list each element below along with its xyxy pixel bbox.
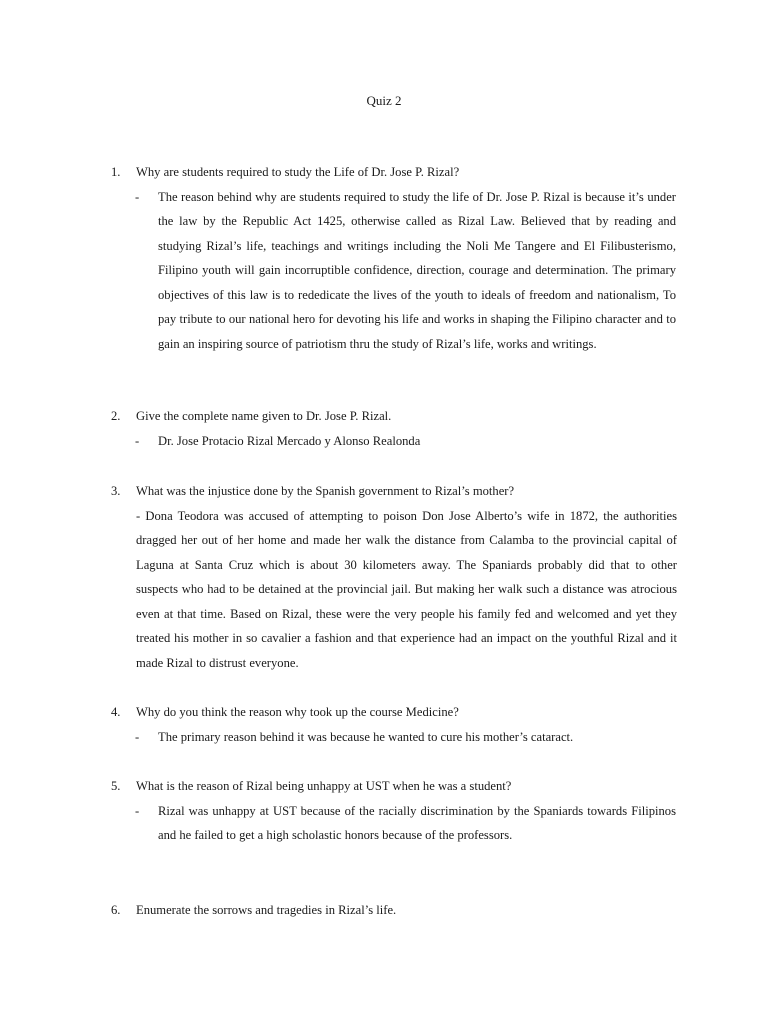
answer-text: - Dona Teodora was accused of attempting to poison Don Jose Alberto’s wife in 1872, the authorities dragged her out of her home and made her walk the distance from Calamba to the provincial capital of Laguna at Santa Cruz which is about 30 kilometers away. The Spaniards probably did that to other suspects who had to be detained at the provincial jail. But making her walk such a distance was atrocious even at that time. Based on Rizal, these were the very people his family fed and welcomed and yet they treated his mother in so cavalier a fashion and that experience had an impact on the youthful Rizal and it made Rizal to distrust everyone. [136, 508, 677, 670]
question-item [111, 404, 681, 453]
question-item [111, 479, 681, 675]
answer-dash: - [135, 803, 140, 818]
question-number: 6. [111, 903, 121, 917]
answer-text: The reason behind why are students required to study the life of Dr. Jose P. Rizal is because it’s under the law by the Republic Act 1425, otherwise called as Rizal Law. Believed that by reading and studying Rizal’s life, teachings and writings including the Noli Me Tangere and El Filibusterismo, Filipino youth will gain incorruptible confidence, direction, courage and determination. The primary objectives of this law is to rededicate the lives of the youth to ideals of freedom and nationalism, To pay tribute to our national hero for devoting his life and works in shaping the Filipino character and to gain an inspiring source of patriotism thru the study of Rizal’s life, works and writings. [158, 189, 676, 351]
answer-block [136, 504, 681, 676]
question-item [111, 700, 681, 749]
answer-dash: - [135, 189, 140, 204]
answer-text: Rizal was unhappy at UST because of the racially discrimination by the Spaniards towards Filipinos and he failed to get a high scholastic honors because of the professors. [158, 803, 676, 842]
question-text: What was the injustice done by the Spanish government to Rizal’s mother? [136, 484, 515, 498]
question-item [111, 774, 681, 848]
question-number: 1. [111, 165, 121, 179]
question-item [111, 898, 681, 923]
question-number: 4. [111, 705, 121, 719]
answer-block [111, 725, 681, 750]
answer-text: Dr. Jose Protacio Rizal Mercado y Alonso Realonda [158, 433, 421, 448]
question-text: Give the complete name given to Dr. Jose P. Rizal. [136, 409, 392, 423]
answer-block [111, 429, 681, 454]
question-text: Enumerate the sorrows and tragedies in Rizal’s life. [136, 903, 397, 917]
answer-block [111, 185, 681, 357]
question-item [111, 160, 681, 356]
answer-block [111, 799, 681, 848]
question-number: 3. [111, 484, 121, 498]
question-text: Why do you think the reason why took up the course Medicine? [136, 705, 459, 719]
question-text: Why are students required to study the Life of Dr. Jose P. Rizal? [136, 165, 460, 179]
answer-text: The primary reason behind it was because he wanted to cure his mother’s cataract. [158, 729, 574, 744]
question-number: 5. [111, 779, 121, 793]
page-title: Quiz 2 [366, 93, 402, 108]
answer-dash: - [135, 433, 140, 448]
answer-dash: - [135, 729, 140, 744]
question-text: What is the reason of Rizal being unhappy at UST when he was a student? [136, 779, 512, 793]
question-number: 2. [111, 409, 121, 423]
